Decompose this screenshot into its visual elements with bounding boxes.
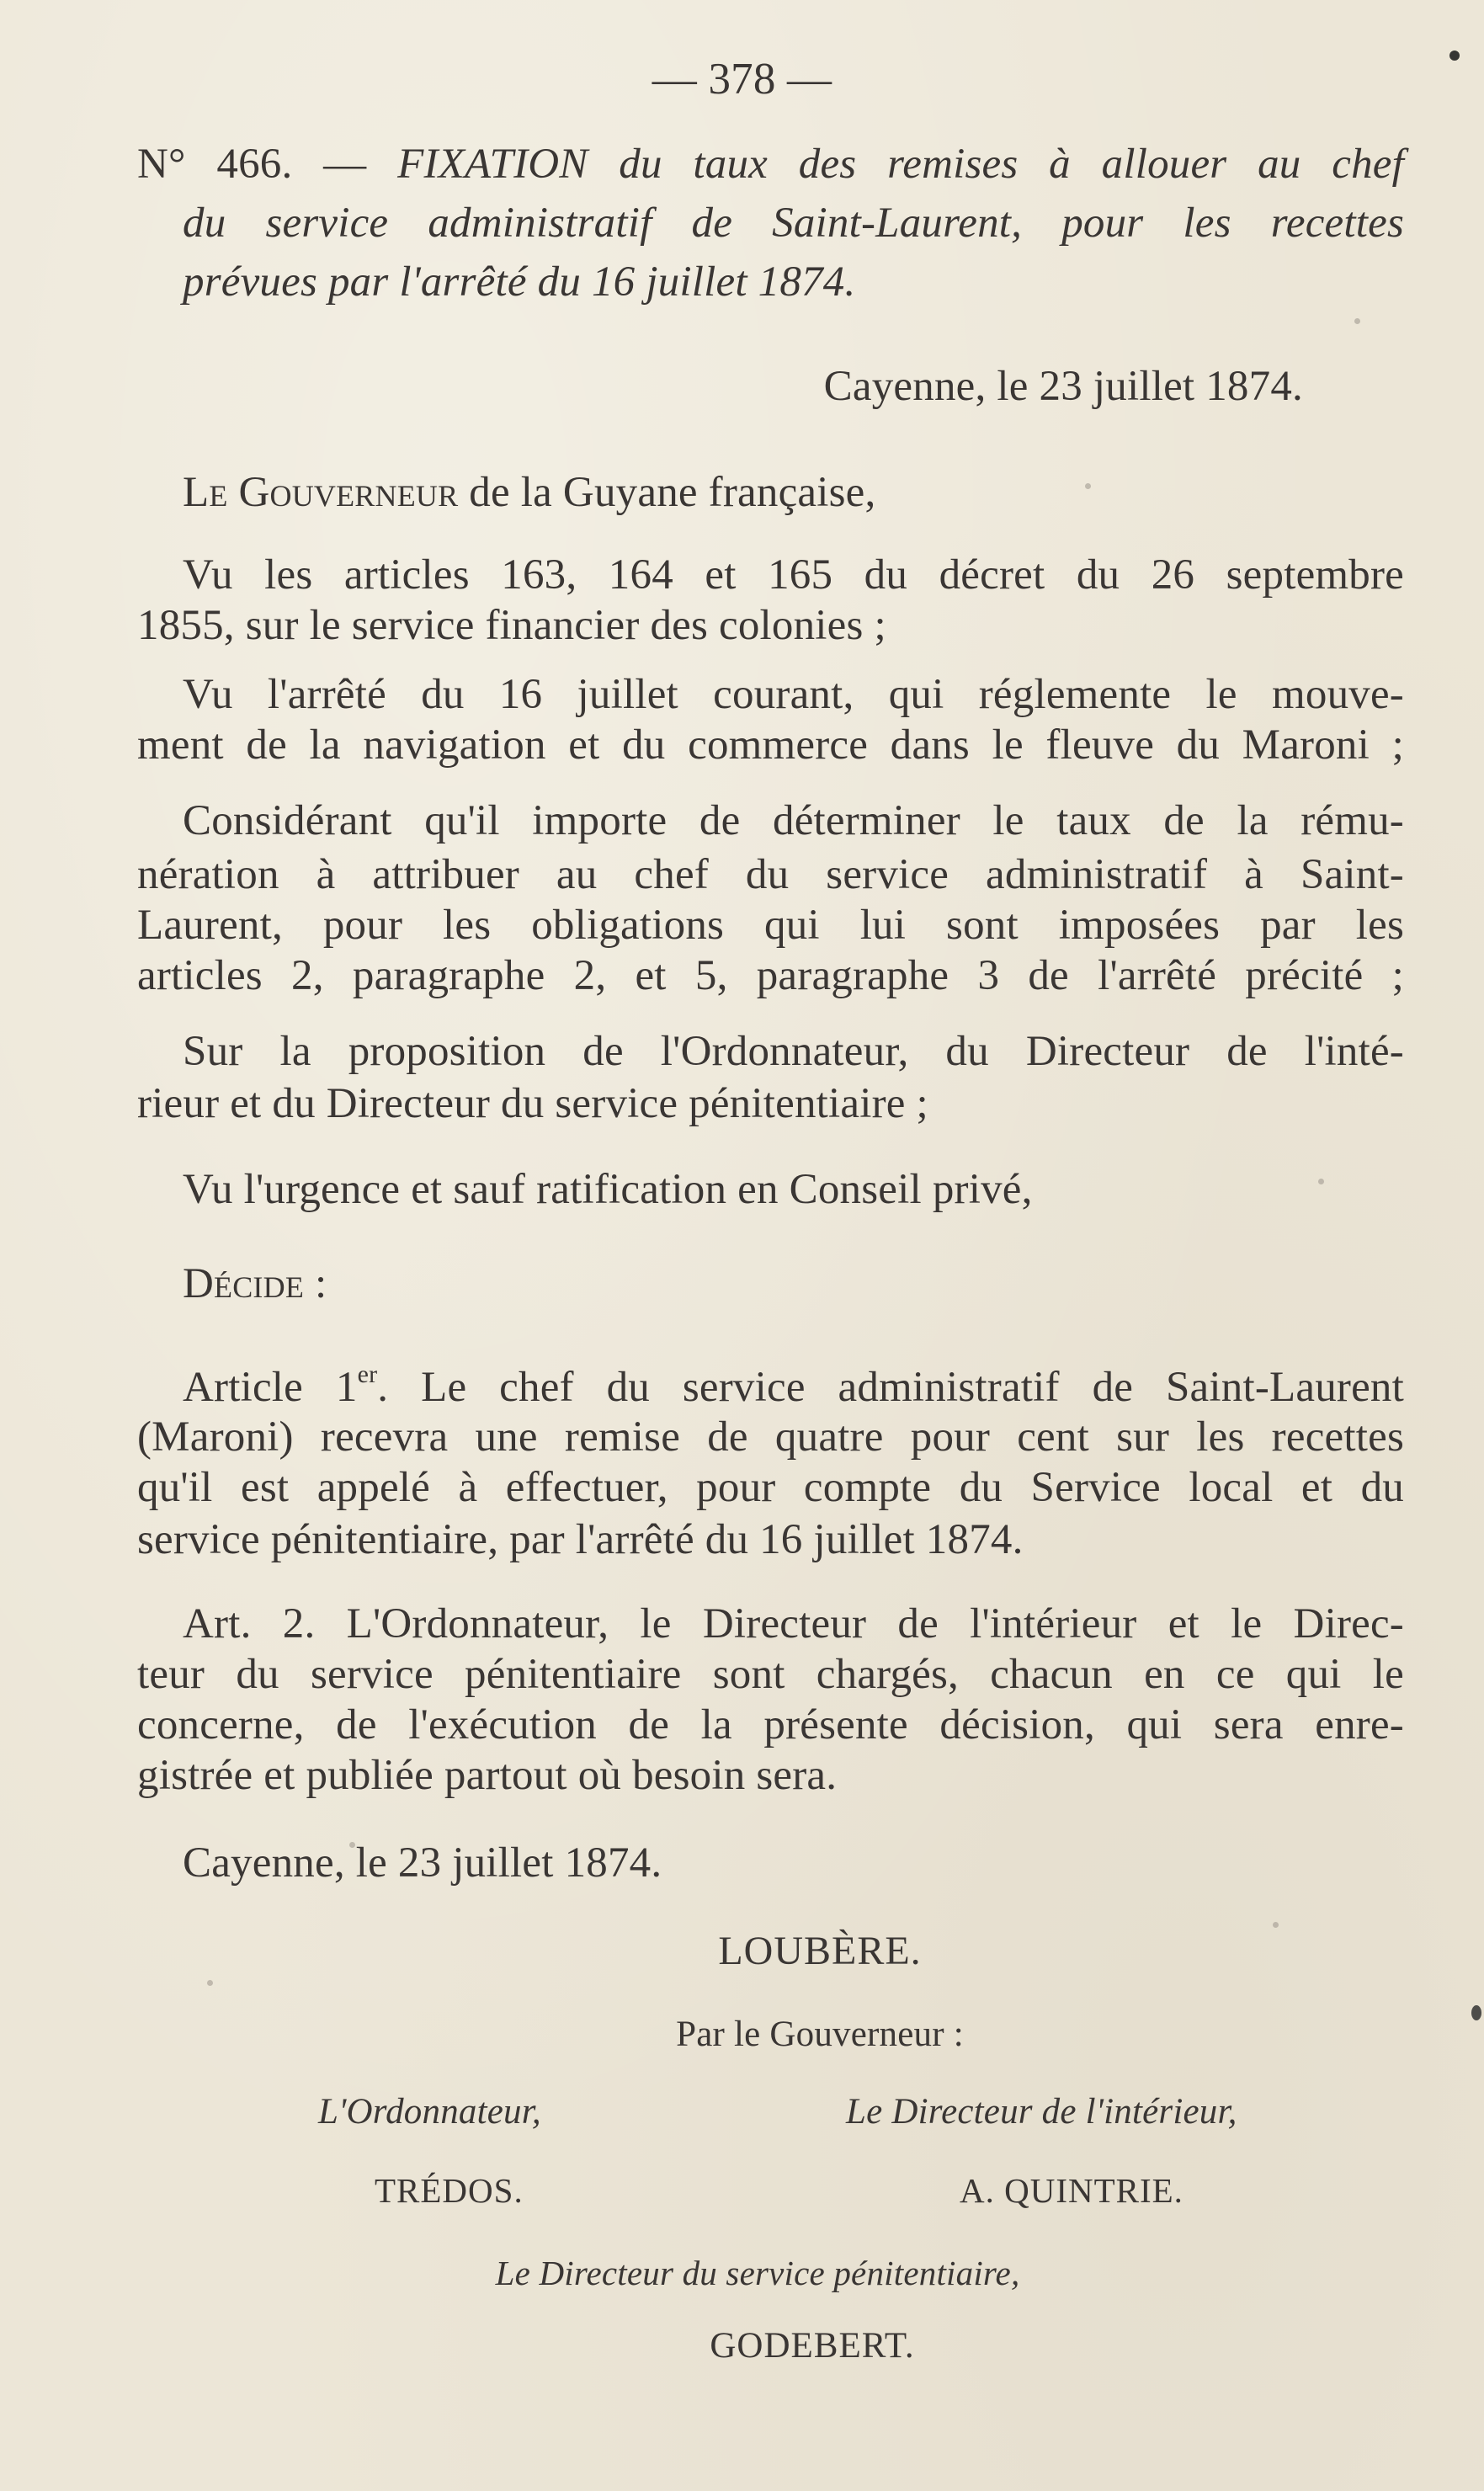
p3-line-4: articles 2, paragraphe 2, et 5, paragraphe 3 de l'arrêté précité ;: [137, 952, 1404, 999]
decide-heading: Décide :: [183, 1260, 327, 1307]
p3-line-3: Laurent, pour les obligations qui lui sont imposées par les: [137, 902, 1404, 949]
article-2-line-4: gistrée et publiée partout où besoin sera.: [137, 1752, 838, 1799]
scan-speck: [1085, 483, 1091, 489]
article-1-sup: er: [357, 1360, 378, 1388]
directeur-interieur-name: A. QUINTRIE.: [960, 2171, 1183, 2210]
gouverneur-line: [183, 468, 875, 517]
article-1-line-1: [183, 1360, 1404, 1412]
article-1-rest: . Le chef du service administratif de Saint-Laurent: [377, 1364, 1404, 1411]
scan-speck: [1354, 318, 1360, 324]
p2-line-1: Vu l'arrêté du 16 juillet courant, qui réglemente le mouve-: [183, 671, 1404, 718]
scan-speck: [1471, 2005, 1481, 2020]
closing-date: Cayenne, le 23 juillet 1874.: [183, 1839, 662, 1887]
scan-speck: [207, 1980, 213, 1986]
article-1-label: Article 1: [183, 1364, 358, 1411]
heading-line-2: du service administratif de Saint-Laurent, pour les recettes: [183, 200, 1404, 247]
p5-line-1: Vu l'urgence et sauf ratification en Conseil privé,: [183, 1166, 1033, 1213]
scan-speck: [1318, 1179, 1324, 1184]
ordonnateur-title: L'Ordonnateur,: [318, 2092, 541, 2132]
gouverneur-rest: de la Guyane française,: [469, 469, 876, 516]
article-2-line-2: teur du service pénitentiaire sont chargés, chacun en ce qui le: [137, 1651, 1404, 1698]
p1-line-1: Vu les articles 163, 164 et 165 du décret du 26 septembre: [183, 551, 1404, 599]
page-number: — 378 —: [652, 55, 832, 104]
article-2-line-1: Art. 2. L'Ordonnateur, le Directeur de l'intérieur et le Direc-: [183, 1600, 1404, 1647]
scan-speck: [1273, 1922, 1279, 1928]
ordonnateur-name: TRÉDOS.: [375, 2171, 524, 2210]
p4-line-1: Sur la proposition de l'Ordonnateur, du Directeur de l'inté-: [183, 1028, 1404, 1075]
article-1-line-4: service pénitentiaire, par l'arrêté du 16 juillet 1874.: [137, 1516, 1024, 1563]
by-governor: Par le Gouverneur :: [676, 2015, 964, 2054]
p3-line-1: Considérant qu'il importe de déterminer le taux de la rému-: [183, 797, 1404, 844]
article-1-line-3: qu'il est appelé à effectuer, pour compte du Service local et du: [137, 1464, 1404, 1511]
dateline: Cayenne, le 23 juillet 1874.: [823, 363, 1303, 410]
directeur-interieur-title: Le Directeur de l'intérieur,: [846, 2092, 1237, 2132]
directeur-penitentiaire-title: Le Directeur du service pénitentiaire,: [495, 2254, 1020, 2292]
signature-governor: LOUBÈRE.: [718, 1929, 922, 1973]
p3-line-2: nération à attribuer au chef du service administratif à Saint-: [137, 851, 1404, 898]
heading-number: N° 466. —: [137, 141, 367, 188]
heading-title: FIXATION du taux des remises à allouer au chef: [397, 141, 1405, 188]
directeur-penitentiaire-name: GODEBERT.: [710, 2326, 915, 2366]
article-1-line-2: (Maroni) recevra une remise de quatre pour cent sur les recettes: [137, 1413, 1404, 1461]
heading-line-1: [137, 140, 1404, 189]
gouverneur-title: Le Gouverneur: [183, 469, 459, 516]
p4-line-2: rieur et du Directeur du service pénitentiaire ;: [137, 1080, 928, 1127]
p1-line-2: 1855, sur le service financier des colonies ;: [137, 602, 886, 649]
heading-line-3: prévues par l'arrêté du 16 juillet 1874.: [183, 258, 856, 306]
article-2-line-3: concerne, de l'exécution de la présente décision, qui sera enre-: [137, 1701, 1404, 1748]
p2-line-2: ment de la navigation et du commerce dans le fleuve du Maroni ;: [137, 721, 1404, 769]
